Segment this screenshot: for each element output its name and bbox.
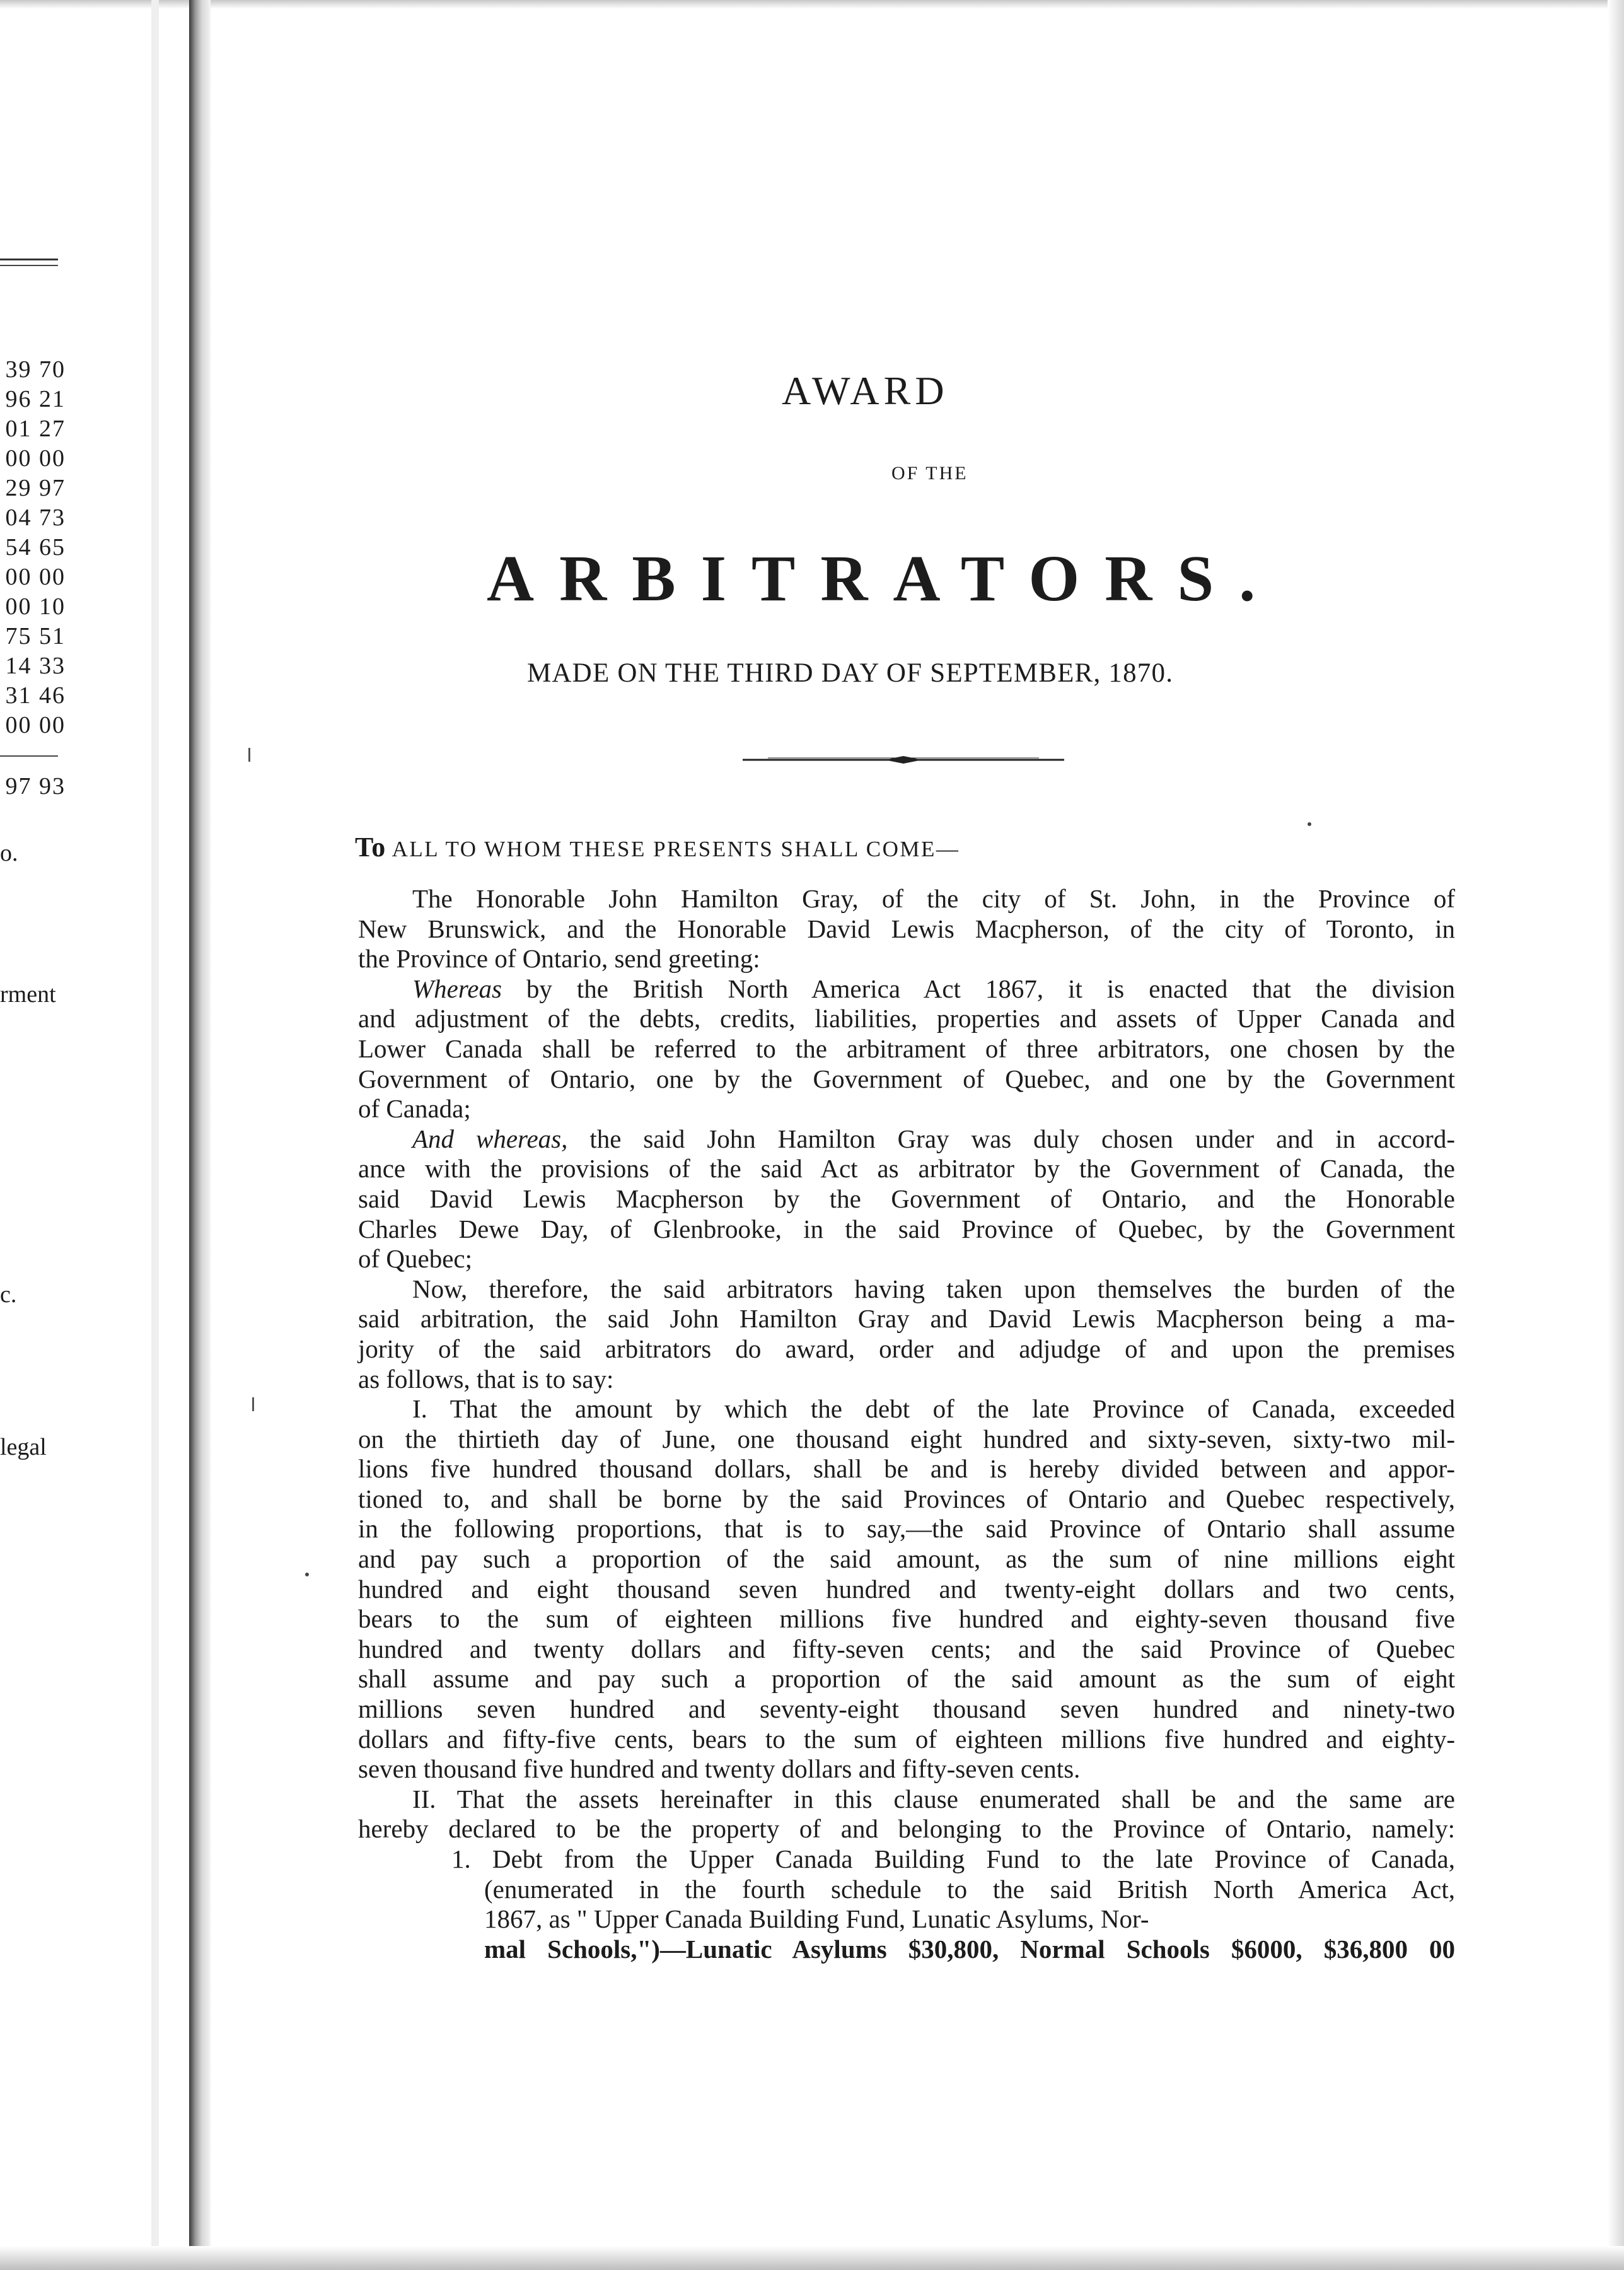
left-total-rule [0, 755, 58, 757]
left-number: 39 70 [5, 356, 66, 383]
text-line: 1. Debt from the Upper Canada Building Fund to the late Province of Canada, [451, 1844, 1455, 1873]
text-line: hundred and eight thousand seven hundred and twenty-eight dollars and two cents, [358, 1574, 1455, 1604]
title-award: AWARD [782, 368, 949, 413]
salutation [355, 831, 960, 863]
left-page-gutter [151, 0, 159, 2270]
scan-speck [1308, 822, 1311, 826]
salutation-text: ALL TO WHOM THESE PRESENTS SHALL COME— [392, 837, 960, 861]
left-number: 00 00 [5, 564, 66, 590]
left-number: 01 27 [5, 416, 66, 442]
left-total: 97 93 [5, 773, 66, 800]
left-fragment: legal [0, 1434, 47, 1460]
text-line: Whereas by the British North America Act 1867, it is enacted that the division [412, 974, 1455, 1003]
text-line: and adjustment of the debts, credits, liabilities, properties and assets of Upper Canada and [358, 1004, 1455, 1033]
italic-lead: And whereas, [412, 1124, 568, 1153]
italic-lead: Whereas [412, 974, 502, 1003]
left-number: 75 51 [5, 623, 66, 649]
text-line: and pay such a proportion of the said amount, as the sum of nine millions eight [358, 1544, 1455, 1574]
page-bottom-edge [0, 2246, 1624, 2270]
text-line: seven thousand five hundred and twenty dollars and fifty-seven cents. [358, 1754, 1081, 1784]
left-fragment: rment [0, 981, 56, 1008]
text-line: New Brunswick, and the Honorable David Lewis Macpherson, of the city of Toronto, in [358, 914, 1455, 943]
text-line: mal Schools,")—Lunatic Asylums $30,800, Normal Schools $6000, $36,800 00 [484, 1934, 1455, 1964]
left-number: 31 46 [5, 682, 66, 709]
text-line: bears to the sum of eighteen millions five hundred and eighty-seven thousand five [358, 1604, 1455, 1634]
text-line: The Honorable John Hamilton Gray, of the city of St. John, in the Province of [412, 884, 1455, 913]
award-body [358, 884, 1455, 1964]
text-line: Government of Ontario, one by the Government of Quebec, and one by the Government [358, 1064, 1455, 1093]
page-right-edge [1608, 0, 1624, 2270]
book-spine [189, 0, 211, 2270]
left-number: 96 21 [5, 386, 66, 412]
text-line: millions seven hundred and seventy-eight thousand seven hundred and ninety-two [358, 1694, 1455, 1724]
left-number: 00 10 [5, 593, 66, 620]
text-line: jority of the said arbitrators do award, order and adjudge of and upon the premises [358, 1334, 1455, 1363]
left-number: 04 73 [5, 504, 66, 531]
text-line: 1867, as " Upper Canada Building Fund, Lunatic Asylums, Nor- [484, 1904, 1149, 1934]
text-line: the Province of Ontario, send greeting: [358, 944, 760, 974]
scan-speck [252, 1397, 254, 1411]
text-line: Charles Dewe Day, of Glenbrooke, in the said Province of Quebec, by the Government [358, 1214, 1455, 1243]
left-fragment: c. [0, 1281, 17, 1308]
text-line: of Quebec; [358, 1244, 472, 1274]
text-line: hereby declared to be the property of and belonging to the Province of Ontario, namely: [358, 1814, 1455, 1844]
text-line: I. That the amount by which the debt of the late Province of Canada, exceeded [412, 1394, 1455, 1424]
text-line: Now, therefore, the said arbitrators having taken upon themselves the burden of the [412, 1274, 1455, 1303]
text-line: Lower Canada shall be referred to the arbitrament of three arbitrators, one chosen by the [358, 1033, 1455, 1063]
left-number: 54 65 [5, 534, 66, 561]
text-line: in the following proportions, that is to say,—the said Province of Ontario shall assume [358, 1514, 1455, 1544]
text-line: hundred and twenty dollars and fifty-seven cents; and the said Province of Quebec [358, 1634, 1455, 1663]
scan-speck [248, 748, 250, 762]
page-top-edge [0, 0, 1624, 9]
text-line: tioned to, and shall be borne by the said Provinces of Ontario and Quebec respectively, [358, 1484, 1455, 1513]
text-line: of Canada; [358, 1094, 471, 1124]
left-fragment: o. [0, 840, 18, 866]
text-line: (enumerated in the fourth schedule to the said British North America Act, [484, 1874, 1455, 1904]
title-arbitrators: ARBITRATORS. [487, 542, 1281, 615]
left-number: 29 97 [5, 475, 66, 501]
left-number: 00 00 [5, 445, 66, 472]
text-line: II. That the assets hereinafter in this clause enumerated shall be and the same are [412, 1784, 1455, 1813]
left-number: 14 33 [5, 653, 66, 679]
title-date-line: MADE ON THE THIRD DAY OF SEPTEMBER, 1870. [527, 658, 1174, 688]
left-rule-top-2 [0, 265, 58, 266]
text-line: said arbitration, the said John Hamilton Gray and David Lewis Macpherson being a ma- [358, 1304, 1455, 1334]
text-line: lions five hundred thousand dollars, shall be and is hereby divided between and appor- [358, 1454, 1455, 1484]
salutation-lead: To [355, 832, 386, 863]
title-of-the: OF THE [891, 463, 968, 484]
text-line: on the thirtieth day of June, one thousand eight hundred and sixty-seven, sixty-two mil- [358, 1424, 1455, 1453]
ornamental-rule [743, 755, 1064, 764]
scan-speck [305, 1573, 309, 1576]
text-line: as follows, that is to say: [358, 1364, 614, 1394]
text-line: said David Lewis Macpherson by the Government of Ontario, and the Honorable [358, 1184, 1455, 1213]
text-line: shall assume and pay such a proportion of the said amount as the sum of eight [358, 1664, 1455, 1694]
text-line: And whereas, the said John Hamilton Gray was duly chosen under and in accord- [412, 1124, 1455, 1153]
left-number: 00 00 [5, 712, 66, 738]
left-rule-top [0, 259, 58, 260]
text-line: ance with the provisions of the said Act as arbitrator by the Government of Canada, the [358, 1154, 1455, 1184]
text-line: dollars and fifty-five cents, bears to the sum of eighteen millions five hundred and eighty- [358, 1724, 1455, 1754]
